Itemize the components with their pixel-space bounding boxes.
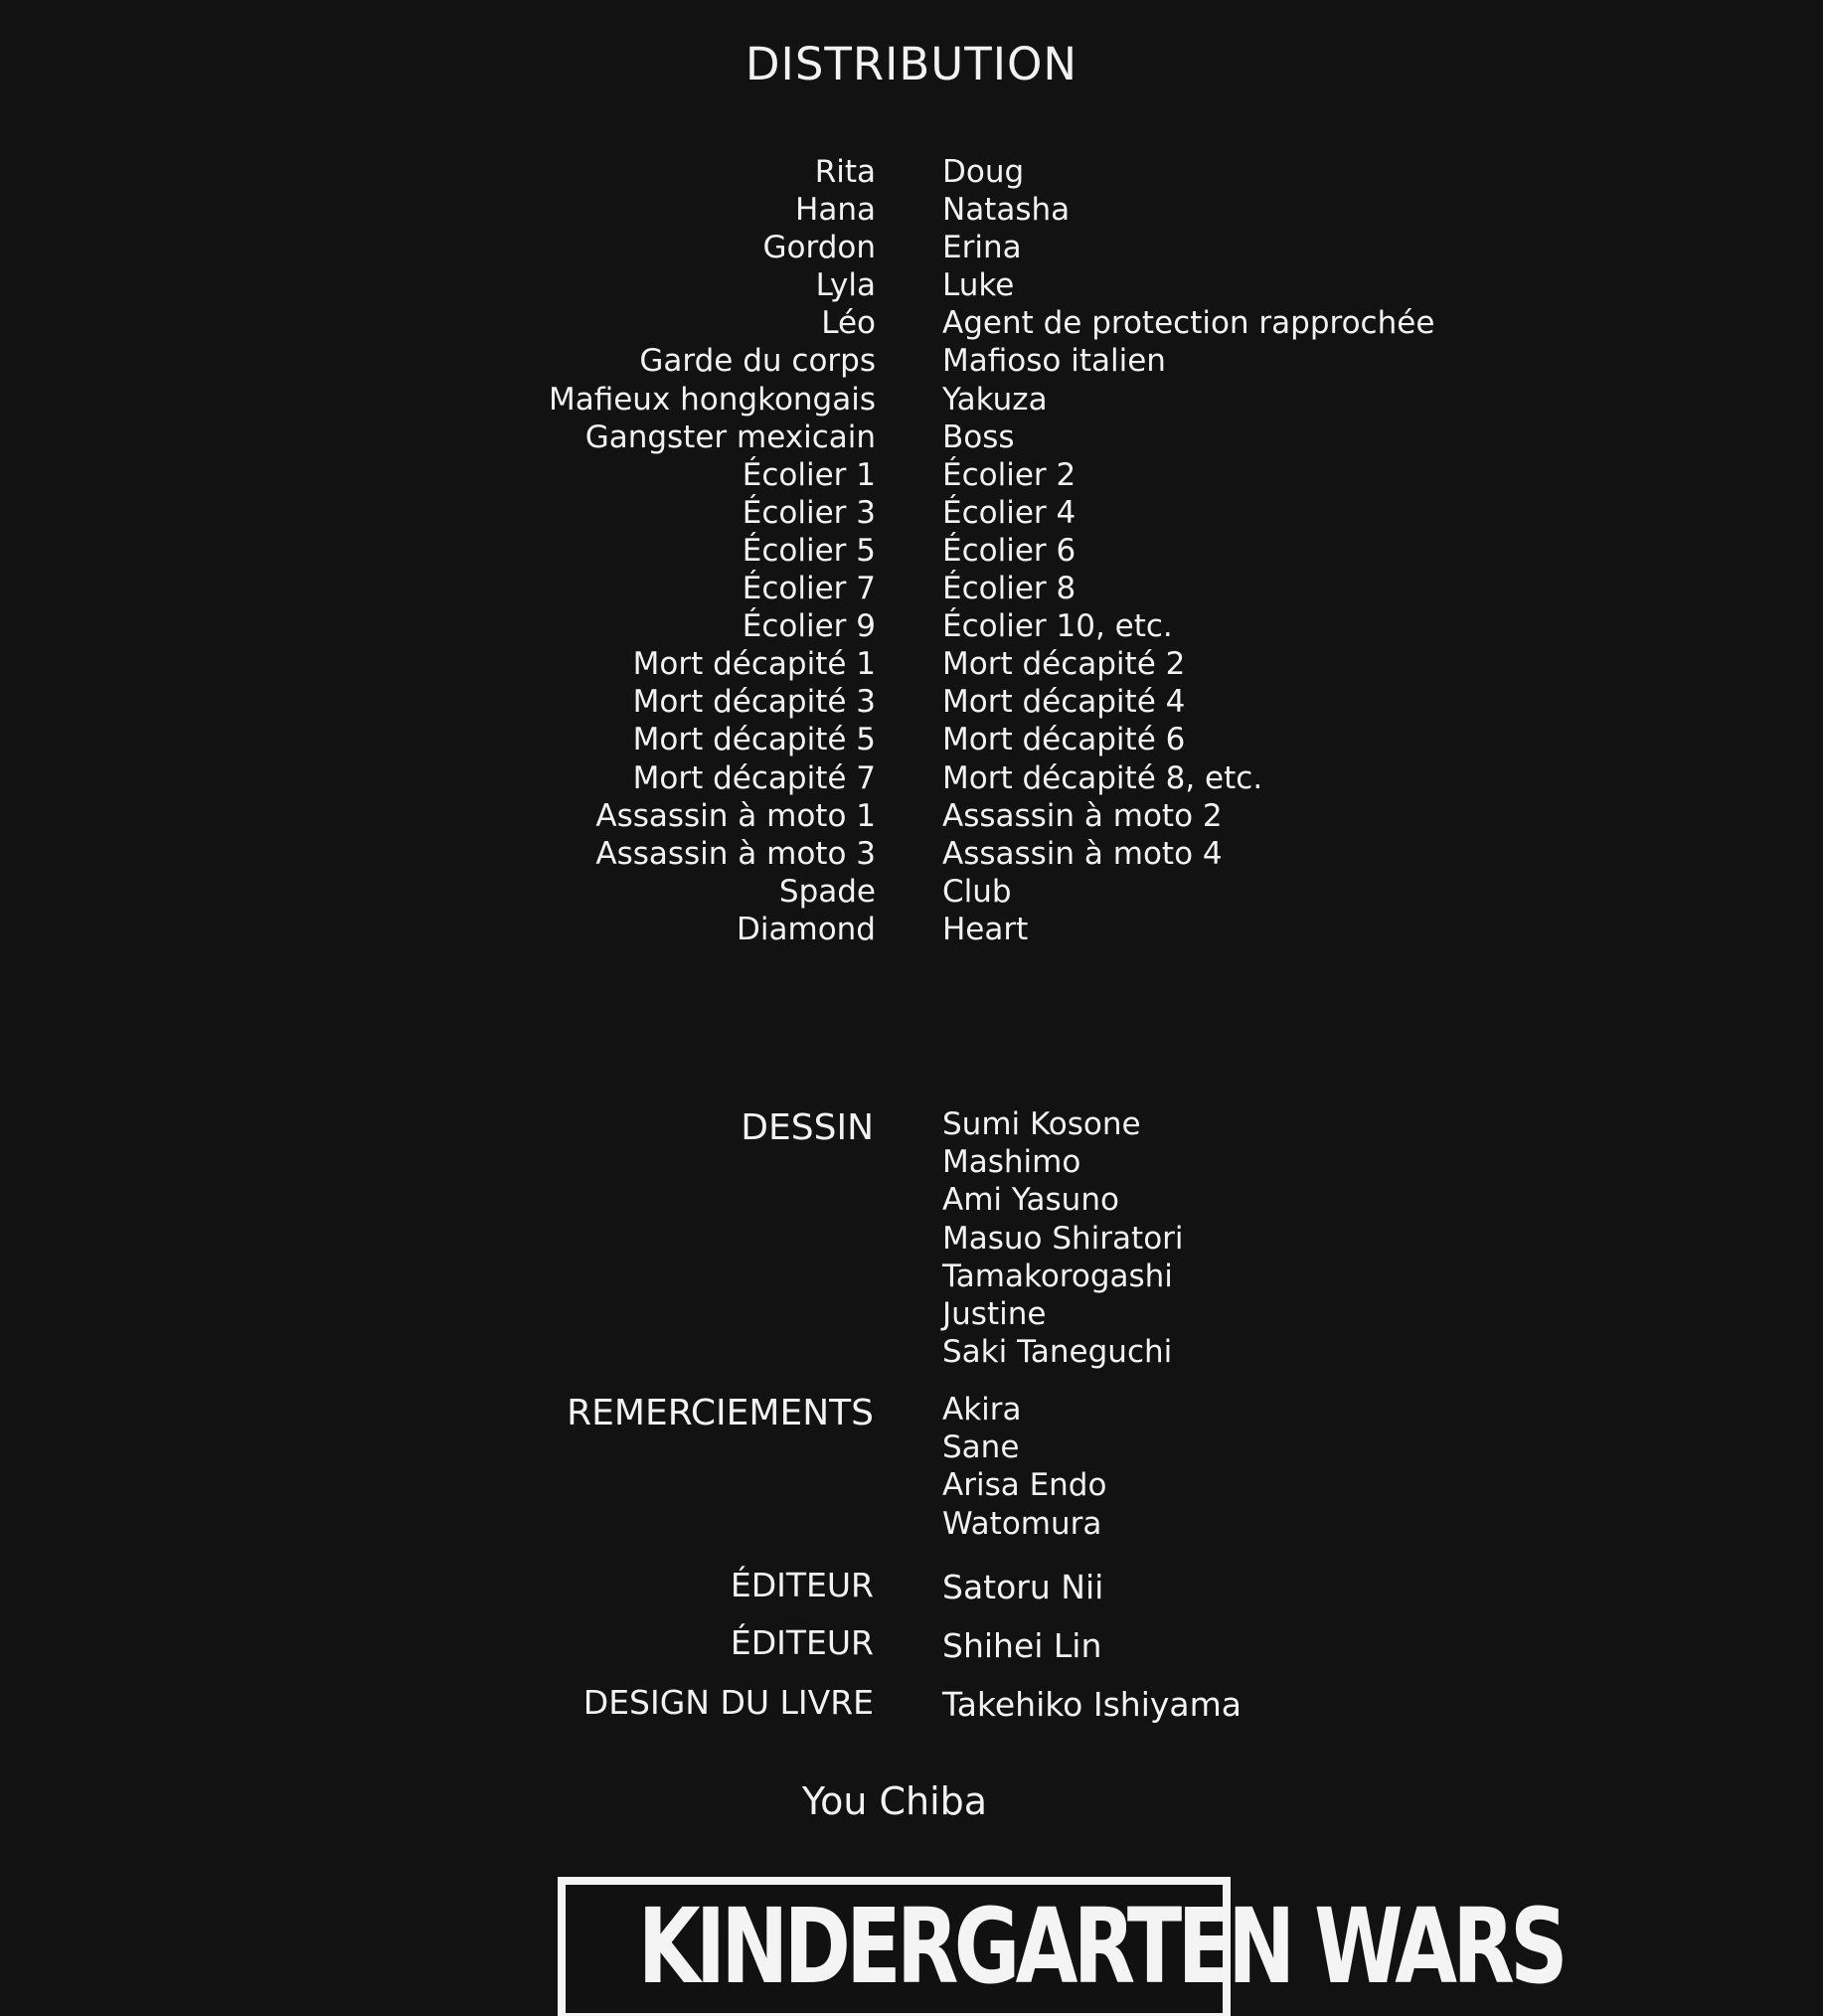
- design-label: DESIGN DU LIVRE: [582, 1683, 874, 1722]
- remerciements-label: REMERCIEMENTS: [567, 1393, 874, 1433]
- character-name: Mort décapité 2: [942, 646, 1186, 683]
- character-name: Rita: [814, 154, 876, 190]
- cast-row: [0, 191, 1789, 229]
- character-name: Écolier 10, etc.: [942, 608, 1173, 645]
- credit-name: Mashimo: [942, 1144, 1081, 1181]
- character-name: Natasha: [942, 192, 1071, 229]
- character-name: Écolier 3: [742, 494, 876, 531]
- cast-row: [0, 494, 1789, 532]
- character-name: Écolier 9: [742, 608, 876, 645]
- character-name: Mort décapité 1: [632, 646, 876, 683]
- dessin-names: [942, 1105, 1184, 1371]
- cast-row: [0, 381, 1789, 419]
- character-name: Doug: [942, 154, 1025, 190]
- cast-row: [0, 835, 1789, 873]
- series-logo: [558, 1877, 1564, 2016]
- credit-name: Sane: [942, 1429, 1020, 1466]
- credit-name: Saki Taneguchi: [942, 1334, 1173, 1371]
- character-name: Lyla: [815, 267, 876, 304]
- character-name: Garde du corps: [639, 343, 876, 380]
- character-name: Écolier 4: [942, 494, 1077, 531]
- cast-row: [0, 570, 1789, 607]
- character-name: Écolier 7: [742, 571, 876, 607]
- cast-row: [0, 532, 1789, 570]
- credit-name: Akira: [942, 1392, 1022, 1428]
- character-name: Gordon: [762, 230, 876, 266]
- credit-name: Sumi Kosone: [942, 1106, 1141, 1142]
- character-name: Mort décapité 7: [632, 759, 876, 796]
- credit-name: Tamakorogashi: [942, 1258, 1173, 1294]
- character-name: Mort décapité 8, etc.: [942, 759, 1263, 796]
- credit-name: Justine: [942, 1295, 1047, 1332]
- design-name: Takehiko Ishiyama: [942, 1685, 1242, 1724]
- author-name: You Chiba: [801, 1779, 988, 1823]
- cast-row: [0, 266, 1789, 304]
- character-name: Écolier 8: [942, 571, 1077, 607]
- cast-row: [0, 153, 1789, 191]
- character-name: Assassin à moto 2: [942, 797, 1223, 834]
- character-name: Écolier 2: [942, 456, 1077, 493]
- cast-row: [0, 229, 1789, 266]
- cast-row: [0, 304, 1789, 342]
- character-name: Erina: [942, 230, 1022, 266]
- character-name: Spade: [778, 873, 876, 910]
- character-name: Écolier 6: [942, 532, 1077, 569]
- character-name: Hana: [795, 192, 876, 229]
- character-name: Assassin à moto 3: [595, 835, 876, 872]
- character-name: Boss: [942, 419, 1015, 455]
- cast-row: [0, 721, 1789, 758]
- character-name: Agent de protection rapprochée: [942, 305, 1435, 342]
- editeur-name: Satoru Nii: [942, 1568, 1104, 1606]
- cast-row: [0, 911, 1789, 948]
- character-name: Mort décapité 3: [632, 684, 876, 721]
- cast-row: [0, 342, 1789, 380]
- character-name: Assassin à moto 1: [595, 797, 876, 834]
- dessin-label: DESSIN: [741, 1107, 874, 1148]
- character-name: Mort décapité 5: [632, 722, 876, 758]
- editeur-label: ÉDITEUR: [730, 1623, 874, 1662]
- character-name: Assassin à moto 4: [942, 835, 1223, 872]
- character-name: Écolier 1: [742, 456, 876, 493]
- character-name: Écolier 5: [742, 532, 876, 569]
- character-name: Mort décapité 6: [942, 722, 1186, 758]
- character-name: Club: [942, 873, 1012, 910]
- character-name: Yakuza: [942, 381, 1048, 418]
- cast-row: [0, 873, 1789, 911]
- cast-row: [0, 456, 1789, 494]
- page-title: DISTRIBUTION: [745, 38, 1078, 90]
- character-name: Luke: [942, 267, 1015, 304]
- cast-row: [0, 645, 1789, 683]
- credit-name: Masuo Shiratori: [942, 1220, 1184, 1257]
- character-name: Gangster mexicain: [584, 419, 876, 455]
- cast-row: [0, 683, 1789, 721]
- editeur-label: ÉDITEUR: [730, 1566, 874, 1604]
- logo-frame: [563, 1882, 1564, 2016]
- character-name: Mafieux hongkongais: [548, 381, 876, 418]
- cast-row: [0, 419, 1789, 456]
- editeur-name: Shihei Lin: [942, 1626, 1102, 1665]
- cast-row: [0, 759, 1789, 797]
- character-name: Mafioso italien: [942, 343, 1166, 380]
- character-name: Léo: [821, 305, 876, 342]
- credit-name: Arisa Endo: [942, 1467, 1107, 1504]
- character-name: Heart: [942, 911, 1029, 947]
- cast-row: [0, 607, 1789, 645]
- cast-row: [0, 797, 1789, 835]
- logo-text: KINDERGARTEN WARS: [637, 1886, 1564, 2007]
- credit-name: Watomura: [942, 1505, 1102, 1542]
- cast-list: [0, 153, 1789, 948]
- credit-name: Ami Yasuno: [942, 1182, 1119, 1219]
- character-name: Mort décapité 4: [942, 684, 1186, 721]
- character-name: Diamond: [737, 911, 876, 947]
- remerciements-names: [942, 1391, 1106, 1543]
